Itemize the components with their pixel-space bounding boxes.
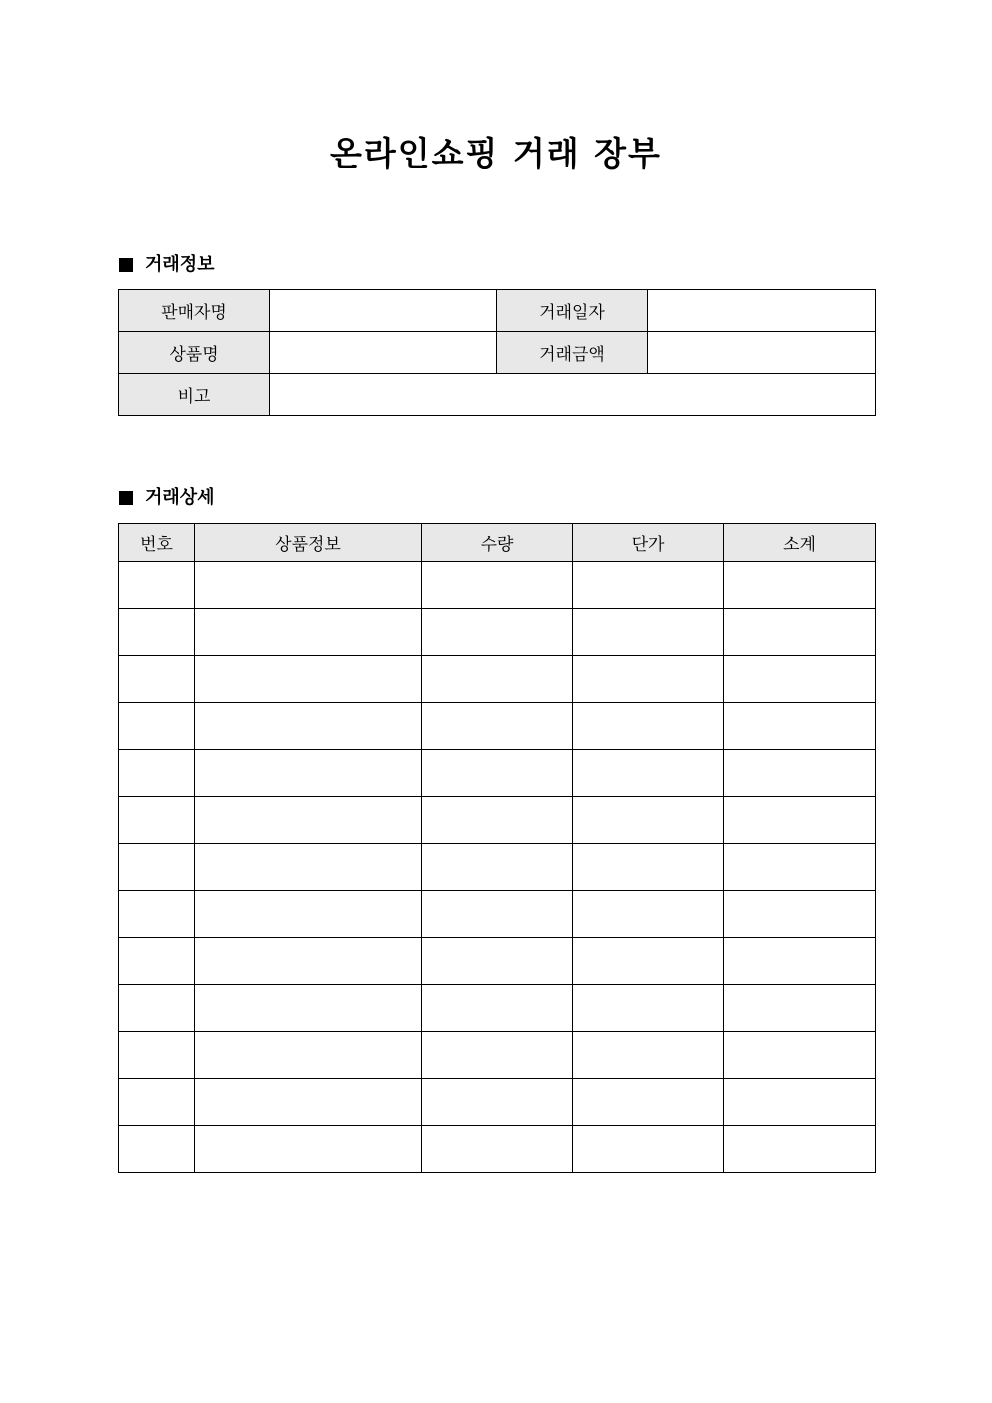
subtotal-cell[interactable] [724,656,876,703]
product-info-cell[interactable] [195,985,422,1032]
section-heading-transaction-details [119,486,215,510]
number-cell[interactable] [119,985,195,1032]
transaction-amount-field[interactable] [648,332,876,374]
table-header-row [119,524,876,562]
subtotal-cell[interactable] [724,844,876,891]
document-title: 온라인쇼핑 거래 장부 [330,134,662,173]
quantity-cell[interactable] [422,1032,573,1079]
product-info-cell[interactable] [195,1032,422,1079]
table-row [119,938,876,985]
seller-name-label: 판매자명 [119,290,270,332]
unit-price-cell[interactable] [573,844,724,891]
number-cell[interactable] [119,891,195,938]
unit-price-cell[interactable] [573,1032,724,1079]
table-row [119,985,876,1032]
quantity-cell[interactable] [422,797,573,844]
quantity-cell[interactable] [422,938,573,985]
note-field[interactable] [270,374,876,416]
transaction-amount-label: 거래금액 [497,332,648,374]
table-row [119,562,876,609]
number-cell[interactable] [119,1126,195,1173]
unit-price-cell[interactable] [573,1079,724,1126]
seller-name-field[interactable] [270,290,497,332]
unit-price-cell[interactable] [573,609,724,656]
number-cell[interactable] [119,656,195,703]
table-row [119,797,876,844]
product-info-cell[interactable] [195,797,422,844]
product-name-field[interactable] [270,332,497,374]
number-cell[interactable] [119,797,195,844]
column-header-subtotal: 소계 [724,524,876,562]
quantity-cell[interactable] [422,844,573,891]
product-info-cell[interactable] [195,656,422,703]
number-cell[interactable] [119,844,195,891]
quantity-cell[interactable] [422,985,573,1032]
quantity-cell[interactable] [422,891,573,938]
transaction-info-table [118,289,876,416]
table-row [119,750,876,797]
subtotal-cell[interactable] [724,1079,876,1126]
number-cell[interactable] [119,1079,195,1126]
unit-price-cell[interactable] [573,703,724,750]
product-info-cell[interactable] [195,1126,422,1173]
section-heading-transaction-info [119,253,215,277]
table-row [119,1032,876,1079]
quantity-cell[interactable] [422,1079,573,1126]
unit-price-cell[interactable] [573,938,724,985]
unit-price-cell[interactable] [573,562,724,609]
subtotal-cell[interactable] [724,891,876,938]
product-info-cell[interactable] [195,562,422,609]
table-row [119,844,876,891]
subtotal-cell[interactable] [724,985,876,1032]
unit-price-cell[interactable] [573,656,724,703]
quantity-cell[interactable] [422,562,573,609]
subtotal-cell[interactable] [724,562,876,609]
square-bullet-icon [119,258,133,272]
subtotal-cell[interactable] [724,797,876,844]
product-info-cell[interactable] [195,703,422,750]
unit-price-cell[interactable] [573,985,724,1032]
transaction-date-field[interactable] [648,290,876,332]
square-bullet-icon [119,491,133,505]
column-header-unit-price: 단가 [573,524,724,562]
table-row [119,1079,876,1126]
product-info-cell[interactable] [195,609,422,656]
quantity-cell[interactable] [422,750,573,797]
product-info-cell[interactable] [195,938,422,985]
column-header-product-info: 상품정보 [195,524,422,562]
column-header-number: 번호 [119,524,195,562]
table-row [119,374,876,416]
subtotal-cell[interactable] [724,1032,876,1079]
transaction-details-table [118,523,876,1173]
quantity-cell[interactable] [422,1126,573,1173]
table-row [119,290,876,332]
product-info-cell[interactable] [195,891,422,938]
subtotal-cell[interactable] [724,609,876,656]
transaction-date-label: 거래일자 [497,290,648,332]
unit-price-cell[interactable] [573,797,724,844]
unit-price-cell[interactable] [573,891,724,938]
number-cell[interactable] [119,609,195,656]
quantity-cell[interactable] [422,703,573,750]
section-heading-label: 거래정보 [145,254,215,275]
section-heading-label: 거래상세 [145,487,215,508]
product-name-label: 상품명 [119,332,270,374]
number-cell[interactable] [119,750,195,797]
detail-table-body [119,562,876,1173]
number-cell[interactable] [119,703,195,750]
number-cell[interactable] [119,938,195,985]
table-row [119,332,876,374]
subtotal-cell[interactable] [724,703,876,750]
note-label: 비고 [119,374,270,416]
subtotal-cell[interactable] [724,750,876,797]
quantity-cell[interactable] [422,609,573,656]
table-row [119,1126,876,1173]
table-row [119,891,876,938]
unit-price-cell[interactable] [573,750,724,797]
subtotal-cell[interactable] [724,938,876,985]
product-info-cell[interactable] [195,750,422,797]
number-cell[interactable] [119,1032,195,1079]
product-info-cell[interactable] [195,844,422,891]
column-header-quantity: 수량 [422,524,573,562]
table-row [119,656,876,703]
quantity-cell[interactable] [422,656,573,703]
subtotal-cell[interactable] [724,1126,876,1173]
number-cell[interactable] [119,562,195,609]
unit-price-cell[interactable] [573,1126,724,1173]
table-row [119,703,876,750]
table-row [119,609,876,656]
product-info-cell[interactable] [195,1079,422,1126]
